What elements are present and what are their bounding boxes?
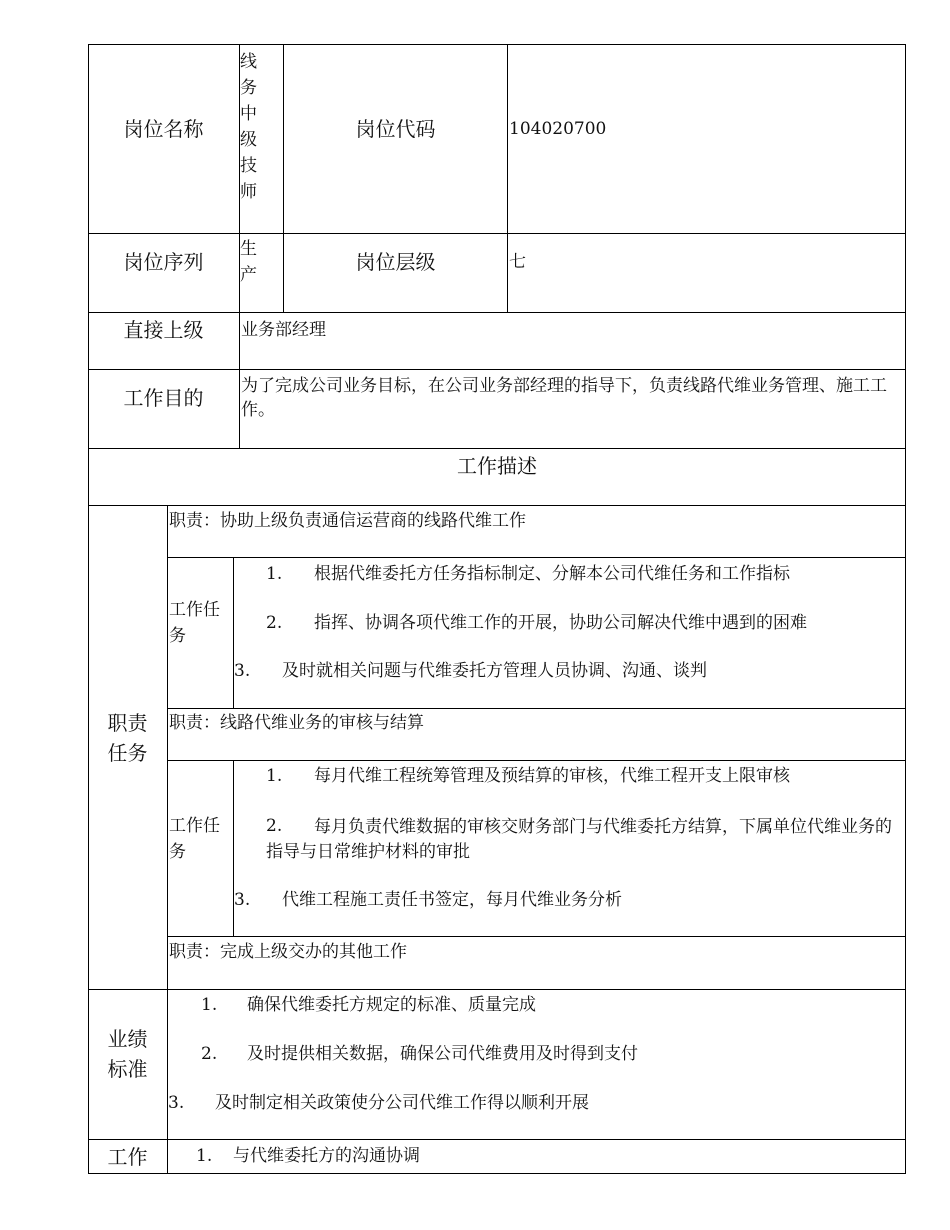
performance-label-text: 业绩标准 (107, 1027, 148, 1081)
tasks-1-label (169, 597, 229, 649)
row-divider (88, 233, 906, 234)
perf-1-num: 1. (201, 995, 218, 1015)
perf-2-text: 及时提供相关数据，确保公司代维费用及时得到支付 (247, 1044, 638, 1064)
row-divider (88, 989, 906, 990)
duty-3: 职责：完成上级交办的其他工作 (169, 942, 407, 962)
col-divider (233, 557, 234, 708)
perf-2-num: 2. (201, 1044, 218, 1064)
row-divider (88, 448, 906, 449)
task-2-1-text: 每月代维工程统筹管理及预结算的审核，代维工程开支上限审核 (314, 766, 790, 786)
task-1-2-num: 2. (266, 613, 283, 633)
row-divider (88, 369, 906, 370)
post-name-label: 岗位名称 (123, 117, 204, 141)
task-2-1-num: 1. (266, 766, 283, 786)
row-divider (88, 1139, 906, 1140)
perf-3-num: 3. (168, 1093, 185, 1113)
task-2-2-text-body: 每月负责代维数据的审核交财务部门与代维委托方结算，下属单位代维业务的指导与日常维护材料的审批 (266, 817, 892, 862)
duty-2: 职责：线路代维业务的审核与结算 (169, 713, 424, 733)
post-code-label: 岗位代码 (355, 117, 436, 141)
tasks-2-label-text: 工作任务 (169, 816, 220, 862)
work-1-num: 1. (196, 1146, 213, 1166)
duties-label (88, 708, 167, 768)
tasks-2-label (169, 813, 229, 865)
border-right (905, 44, 906, 1174)
performance-label (88, 1024, 167, 1084)
job-description-table (88, 44, 906, 1174)
task-1-1-num: 1. (266, 564, 283, 584)
row-divider (88, 505, 906, 506)
perf-3-text: 及时制定相关政策使分公司代维工作得以顺利开展 (215, 1093, 589, 1113)
post-name-value: 线务中级技师 (240, 52, 257, 202)
perf-1-text: 确保代维委托方规定的标准、质量完成 (247, 995, 536, 1015)
row-divider (167, 557, 906, 558)
post-series-value: 生产 (240, 239, 257, 285)
border-bottom (88, 1173, 906, 1174)
task-2-3-num: 3. (234, 890, 251, 910)
border-left (88, 44, 89, 1174)
work-1-text: 与代维委托方的沟通协调 (233, 1146, 420, 1166)
post-code-value: 104020700 (509, 119, 607, 139)
duty-1: 职责：协助上级负责通信运营商的线路代维工作 (169, 511, 526, 531)
work-label: 工作 (107, 1145, 148, 1169)
purpose-label: 工作目的 (123, 386, 204, 410)
border-top (88, 44, 906, 45)
task-1-3-text: 及时就相关问题与代维委托方管理人员协调、沟通、谈判 (282, 661, 707, 681)
post-series-label: 岗位序列 (123, 250, 204, 274)
task-1-1-text: 根据代维委托方任务指标制定、分解本公司代维任务和工作指标 (314, 564, 790, 584)
post-level-label: 岗位层级 (355, 250, 436, 274)
purpose-value: 为了完成公司业务目标，在公司业务部经理的指导下，负责线路代维业务管理、施工工作。 (241, 376, 887, 420)
post-level-value: 七 (509, 252, 526, 272)
superior-label: 直接上级 (123, 318, 204, 342)
duties-label-text: 职责任务 (107, 711, 148, 765)
row-divider (167, 760, 906, 761)
row-divider (167, 936, 906, 937)
superior-value: 业务部经理 (241, 320, 326, 340)
row-divider (88, 312, 906, 313)
description-title: 工作描述 (457, 454, 537, 478)
task-2-2-num: 2. (266, 816, 283, 836)
task-1-3-num: 3. (234, 661, 251, 681)
task-1-2-text: 指挥、协调各项代维工作的开展，协助公司解决代维中遇到的困难 (314, 613, 807, 633)
row-divider (167, 708, 906, 709)
tasks-1-label-text: 工作任务 (169, 600, 220, 646)
task-2-3-text: 代维工程施工责任书签定，每月代维业务分析 (282, 890, 622, 910)
task-2-2-text (266, 815, 896, 865)
